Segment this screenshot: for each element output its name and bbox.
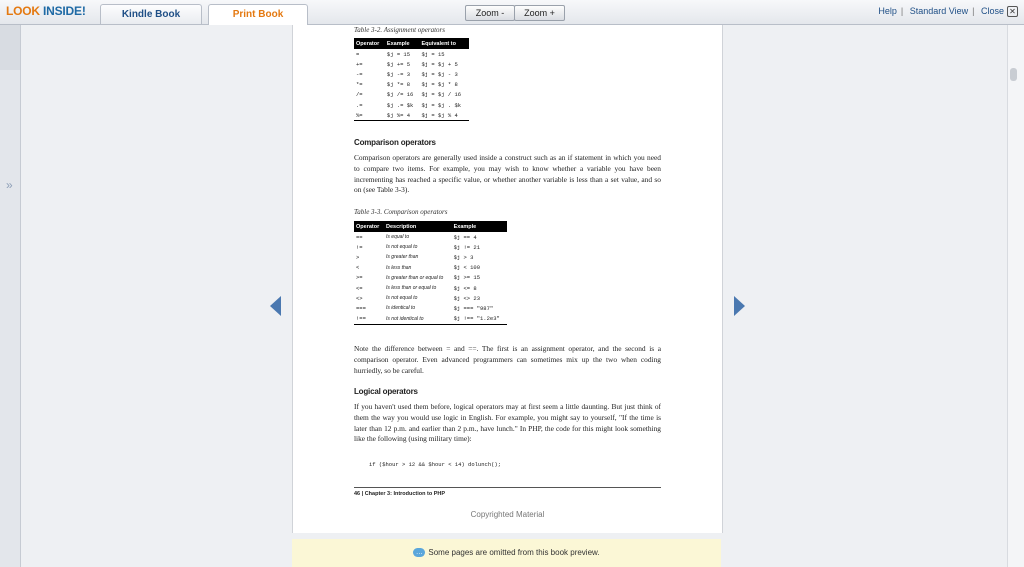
table-cell: $j <> 23 [453, 294, 480, 302]
table-row [354, 252, 507, 262]
table-cell: $j *= 8 [386, 81, 411, 89]
table-cell: -= [356, 70, 363, 78]
table-cell: Is not identical to [384, 314, 452, 325]
vertical-scrollbar[interactable] [1007, 25, 1024, 567]
table-row [354, 303, 507, 313]
tab-print-book[interactable]: Print Book [208, 4, 308, 25]
table-row [354, 232, 507, 242]
scrollbar-thumb[interactable] [1010, 68, 1017, 81]
book-page [292, 25, 723, 533]
separator: | [972, 6, 975, 16]
look-inside-logo [6, 4, 86, 18]
assignment-operators-table [354, 38, 469, 121]
table-cell: !== [354, 314, 384, 325]
table-cell: $j .= $k [386, 101, 414, 109]
table-cell: /= [356, 91, 363, 99]
table-header: Example [452, 221, 507, 232]
logo-part1: LOOK [6, 4, 40, 18]
table-cell: Is less than or equal to [386, 285, 437, 292]
table-row [354, 59, 469, 69]
table-cell: %= [354, 110, 385, 121]
tab-kindle-book[interactable]: Kindle Book [100, 4, 202, 24]
table2-caption: Table 3-2. Assignment operators [354, 26, 446, 34]
table-cell: $j > 3 [453, 253, 474, 261]
close-icon[interactable]: ✕ [1007, 6, 1018, 17]
table-cell: $j !== "1.2e3" [452, 314, 507, 325]
notice-text: Some pages are omitted from this book preview. [428, 548, 600, 557]
expand-sidebar-icon[interactable]: » [6, 178, 13, 192]
table-cell: $j = $j % 4 [419, 110, 469, 121]
table-cell: == [356, 233, 363, 241]
table-cell: .= [356, 101, 363, 109]
table-cell: $j = $j / 16 [421, 91, 462, 99]
table-cell: = [356, 50, 360, 58]
top-links [878, 6, 1018, 17]
table3-caption: Table 3-3. Comparison operators [354, 208, 448, 216]
table-cell: <= [356, 284, 363, 292]
table-cell: $j >= 15 [453, 274, 480, 282]
table-row [354, 293, 507, 303]
standard-view-link[interactable]: Standard View [909, 6, 969, 16]
table-cell: != [356, 243, 363, 251]
table-cell: Is equal to [386, 234, 410, 241]
table-cell: <> [356, 294, 363, 302]
table-cell: Is identical to [386, 305, 416, 312]
table-cell: >= [356, 274, 363, 282]
table-cell: Is not equal to [386, 295, 418, 302]
table-cell: $j < 100 [453, 264, 480, 272]
logical-operators-heading: Logical operators [354, 387, 418, 396]
code-sample: if ($hour > 12 && $hour < 14) dolunch(); [369, 461, 502, 468]
footer-divider [354, 487, 661, 488]
table-cell: $j != 21 [453, 243, 480, 251]
table-cell: $j <= 8 [453, 284, 477, 292]
table-header: Example [385, 38, 420, 49]
table-cell: $j = 15 [421, 50, 445, 58]
left-sidebar [0, 25, 21, 567]
zoom-in-button[interactable]: Zoom + [514, 5, 565, 21]
table-cell: Is not equal to [386, 244, 418, 251]
difference-paragraph: Note the difference between = and ==. The first is an assignment operator, and the second is a comparison operator. Even advanced programmers can sometimes mix up the two when coding hurriedly, so be careful. [354, 344, 661, 375]
omitted-pages-notice [292, 539, 721, 567]
table-header: Description [384, 221, 452, 232]
table-cell: $j = $j . $k [421, 101, 462, 109]
sidebar-header [0, 25, 20, 70]
table-cell: $j = $j - 3 [421, 70, 458, 78]
table-row [354, 273, 507, 283]
close-link[interactable]: Close [980, 6, 1004, 16]
table-cell: $j /= 16 [386, 91, 414, 99]
table-row [354, 49, 469, 59]
table-cell: $j += 5 [386, 60, 411, 68]
table-header: Equivalent to [419, 38, 469, 49]
table-row [354, 242, 507, 252]
table-cell: $j == 4 [453, 233, 477, 241]
table-cell: $j = $j + 5 [421, 60, 458, 68]
logo-part2: INSIDE! [43, 4, 86, 18]
table-row [354, 110, 469, 121]
table-row [354, 314, 507, 325]
table-cell: Is less than [386, 264, 412, 271]
table-row [354, 80, 469, 90]
table-row [354, 90, 469, 100]
table-cell: Is greater than or equal to [386, 274, 444, 281]
previous-page-icon[interactable] [270, 296, 281, 316]
table-header: Operator [354, 38, 385, 49]
table-row [354, 283, 507, 293]
comparison-paragraph: Comparison operators are generally used inside a construct such as an if statement in which you need to compare two items. For example, you may wish to know whether a variable you have been incrementing has reached a specific value, or whether another variable is less than a set value, and so on (see Table 3-3). [354, 153, 661, 195]
table-row [354, 263, 507, 273]
table-row [354, 100, 469, 110]
table-row [354, 69, 469, 79]
table-cell: $j %= 4 [385, 110, 420, 121]
comparison-operators-heading: Comparison operators [354, 138, 436, 147]
page-footer: 46 | Chapter 3: Introduction to PHP [354, 491, 446, 497]
copyright-notice: Copyrighted Material [470, 510, 545, 519]
comparison-operators-table [354, 221, 507, 325]
table-cell: $j -= 3 [386, 70, 411, 78]
speech-bubble-icon: … [413, 548, 425, 557]
table-header: Operator [354, 221, 384, 232]
table-cell: Is greater than [386, 254, 419, 261]
help-link[interactable]: Help [878, 6, 897, 16]
table-cell: < [356, 264, 360, 272]
table-cell: $j === "987" [453, 304, 494, 312]
zoom-out-button[interactable]: Zoom - [465, 5, 515, 21]
edge-decoration [1019, 168, 1024, 288]
table-cell: *= [356, 81, 363, 89]
table-cell: $j = $j * 8 [421, 81, 458, 89]
logical-paragraph: If you haven't used them before, logical operators may at first seem a little daunting. But just think of them the way you would use logic in English. For example, you might say to yourself, "If the time is later than 12 p.m. and earlier than 2 p.m., have lunch." In PHP, the code for this might look something like the following (using military time): [354, 402, 661, 444]
top-toolbar [0, 0, 1024, 25]
next-page-icon[interactable] [734, 296, 745, 316]
table-cell: += [356, 60, 363, 68]
table-cell: === [356, 304, 366, 312]
table-cell: $j = 15 [386, 50, 411, 58]
separator: | [900, 6, 904, 16]
table-cell: > [356, 253, 360, 261]
